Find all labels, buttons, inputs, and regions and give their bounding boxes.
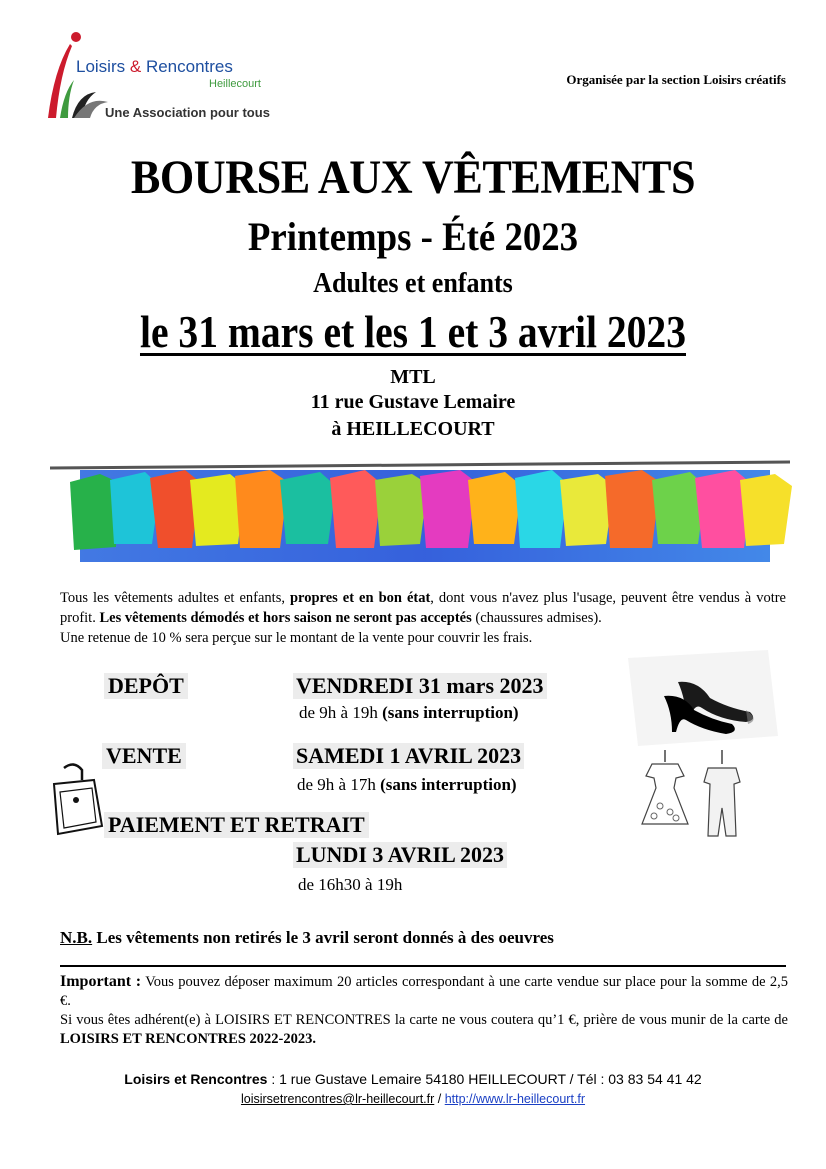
intro-text-2: , dont vous n'avez plus l'usage, peuvent être vendus à votre profit. [60,590,786,626]
logo-dot [71,32,81,42]
deposit-label: DEPÔT [104,673,188,699]
venue-street: 11 rue Gustave Lemaire [310,391,516,413]
logo-name [76,57,233,77]
intro-bold-2: Les vêtements démodés et hors saison ne seront pas acceptés [99,610,472,626]
footer-org: Loisirs et Rencontres [124,1071,268,1087]
garments [70,470,792,550]
footer-separator: / [434,1092,445,1106]
important-text-2: Si vous êtes adhérent(e) à LOISIRS ET RENCONTRES la carte ne vous coutera qu’1 €, prière de vous munir de la carte de [60,1012,788,1028]
payment-hours: de 16h30 à 19h [298,875,403,894]
deposit-hours [299,703,519,723]
sale-hours-note: (sans interruption) [380,775,517,794]
venue-name: MTL [390,366,436,388]
important-label: Important : [60,973,142,990]
organizer-note: Organisée par la section Loisirs créatifs [566,72,786,87]
important-note [60,972,788,1049]
logo-tagline: Une Association pour tous [105,105,270,120]
sale-hours-text: de 9h à 17h [297,775,381,794]
nb-text: Les vêtements non retirés le 3 avril seront donnés à des oeuvres [92,928,554,947]
event-audience: Adultes et enfants [313,268,513,299]
intro-bold-1: propres et en bon état [289,590,431,606]
footer-address [0,1071,826,1087]
nb-note [60,928,554,948]
deposit-day: VENDREDI 31 mars 2023 [293,673,547,699]
fee-paragraph: Une retenue de 10 % sera perçue sur le montant de la vente pour couvrir les frais. [60,630,533,646]
logo-green-stroke [60,80,74,118]
sale-day: SAMEDI 1 AVRIL 2023 [293,743,524,769]
venue-city: à HEILLECOURT [331,418,495,440]
footer-address-text: : 1 rue Gustave Lemaire 54180 HEILLECOURT / Tél : 03 83 54 41 42 [267,1071,702,1087]
payment-day: LUNDI 3 AVRIL 2023 [293,842,507,868]
intro-paragraph [60,588,786,628]
event-dates [58,305,768,358]
nb-prefix: N.B. [60,928,93,947]
important-text-1: Vous pouvez déposer maximum 20 articles correspondant à une carte vendue sur place pour la somme de 2,5 €. [60,974,789,1009]
event-subtitle: Printemps - Été 2023 [247,214,579,259]
intro-text-3: (chaussures admises). [471,610,602,626]
footer-contact [0,1092,826,1106]
horizontal-rule [60,965,786,967]
sale-label: VENTE [102,743,186,769]
deposit-hours-note: (sans interruption) [382,703,519,722]
intro-text-1: Tous les vêtements adultes et enfants, [60,590,290,606]
logo-ampersand: & [129,57,142,76]
logo-name-part2: Rencontres [145,57,233,76]
event-title: BOURSE AUX VÊTEMENTS [130,151,696,204]
footer-email-link[interactable]: loisirsetrencontres@lr-heillecourt.fr [240,1092,435,1106]
footer-website-link[interactable]: http://www.lr-heillecourt.fr [444,1092,586,1106]
event-dates-text: le 31 mars et les 1 et 3 avril 2023 [139,306,686,357]
kids-clothes-icon [630,748,760,840]
hanging-rod [50,462,790,468]
logo-town: Heillecourt [209,78,261,90]
deposit-hours-text: de 9h à 19h [299,703,383,722]
sale-hours [297,775,517,795]
handbag-icon [46,762,104,836]
payment-label: PAIEMENT ET RETRAIT [104,812,369,838]
clothes-rail-illustration [40,452,800,577]
high-heels-icon [628,650,778,746]
logo-name-part1: Loisirs [76,57,126,76]
important-text-2-bold: LOISIRS ET RENCONTRES 2022-2023. [60,1031,316,1047]
